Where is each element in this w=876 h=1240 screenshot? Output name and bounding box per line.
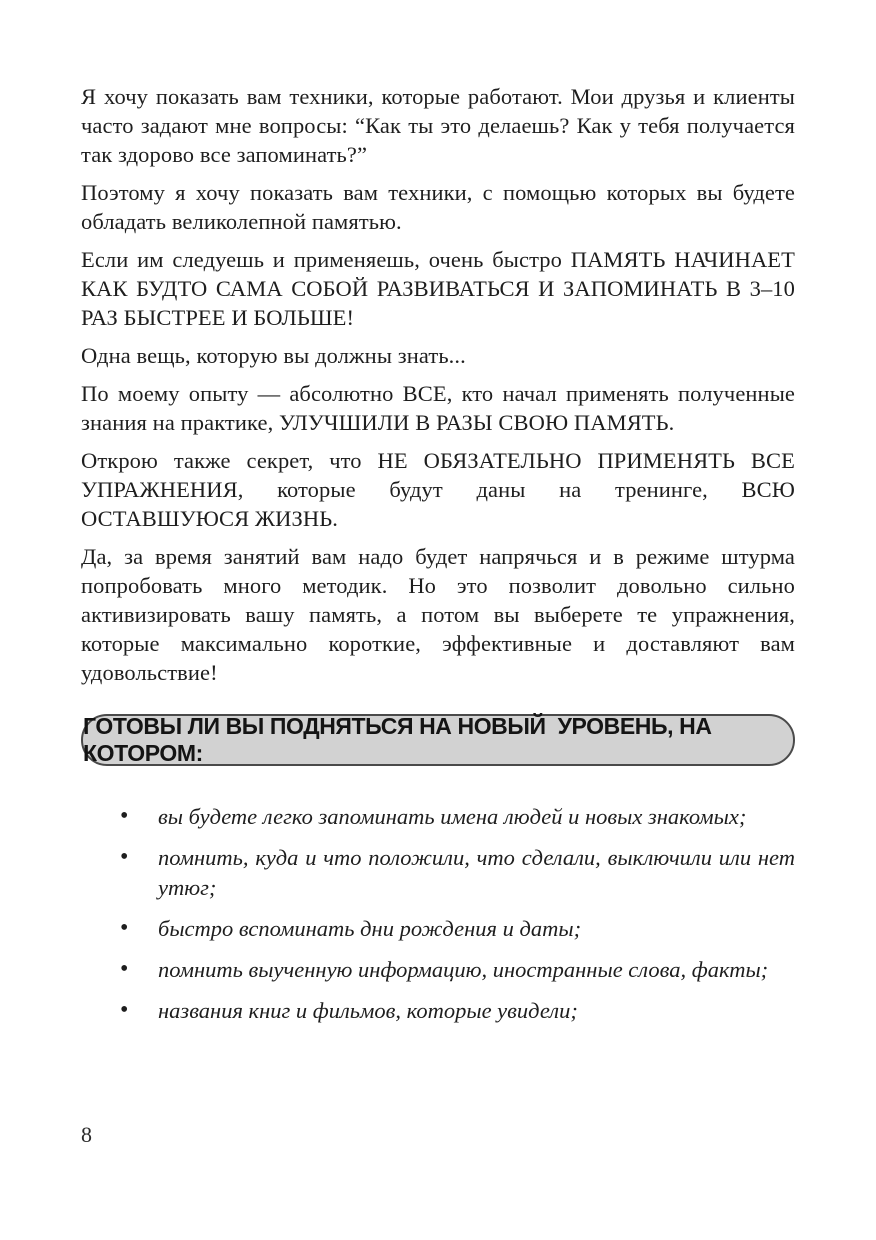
list-item [81, 914, 795, 944]
bullet-icon: • [120, 997, 129, 1023]
list-item-text: помнить выученную информацию, иностранные слова, факты; [158, 957, 769, 982]
paragraph: Да, за время занятий вам надо будет напрячься и в режиме штурма попробовать много методик. Но это позволит довольно сильно активизировать вашу память, а потом вы выберете те упражнения, которые максимально короткие, эффективные и доставляют вам удовольствие! [81, 544, 795, 685]
page-content [81, 82, 795, 1037]
paragraph: Поэтому я хочу показать вам техники, с помощью которых вы будете обладать великолепной памятью. [81, 180, 795, 234]
bullet-icon: • [120, 803, 129, 829]
bullet-icon: • [120, 844, 129, 870]
paragraph: Одна вещь, которую вы должны знать... [81, 343, 466, 368]
list-item-text: помнить, куда и что положили, что сделали, выключили или нет утюг; [158, 845, 795, 900]
list-item-text: названия книг и фильмов, которые увидели; [158, 998, 578, 1023]
bullet-icon: • [120, 915, 129, 941]
paragraph: Если им следуешь и применяешь, очень быстро ПАМЯТЬ НАЧИНАЕТ КАК БУДТО САМА СОБОЙ РАЗВИВАТЬСЯ И ЗАПОМИНАТЬ В 3–10 РАЗ БЫСТРЕЕ И БОЛЬШЕ! [81, 247, 795, 330]
list-item-text: быстро вспоминать дни рождения и даты; [158, 916, 582, 941]
list-item-text: вы будете легко запоминать имена людей и новых знакомых; [158, 804, 747, 829]
bullet-icon: • [120, 956, 129, 982]
paragraph: По моему опыту — абсолютно ВСЕ, кто начал применять полученные знания на практике, УЛУЧШИЛИ В РАЗЫ СВОЮ ПАМЯТЬ. [81, 381, 795, 435]
section-heading-pill [81, 714, 795, 766]
list-item [81, 802, 795, 832]
section-heading-text: ГОТОВЫ ЛИ ВЫ ПОДНЯТЬСЯ НА НОВЫЙ УРОВЕНЬ, НА КОТОРОМ: [83, 713, 718, 766]
list-item [81, 996, 795, 1026]
paragraph: Открою также секрет, что НЕ ОБЯЗАТЕЛЬНО ПРИМЕНЯТЬ ВСЕ УПРАЖНЕНИЯ, которые будут даны на тренинге, ВСЮ ОСТАВШУЮСЯ ЖИЗНЬ. [81, 448, 795, 531]
list-item [81, 843, 795, 903]
page-number: 8 [81, 1122, 92, 1147]
bullet-list [81, 802, 795, 1026]
list-item [81, 955, 795, 985]
paragraph: Я хочу показать вам техники, которые работают. Мои друзья и клиенты часто задают мне вопросы: “Как ты это делаешь? Как у тебя получается так здорово все запоминать?” [81, 84, 795, 167]
